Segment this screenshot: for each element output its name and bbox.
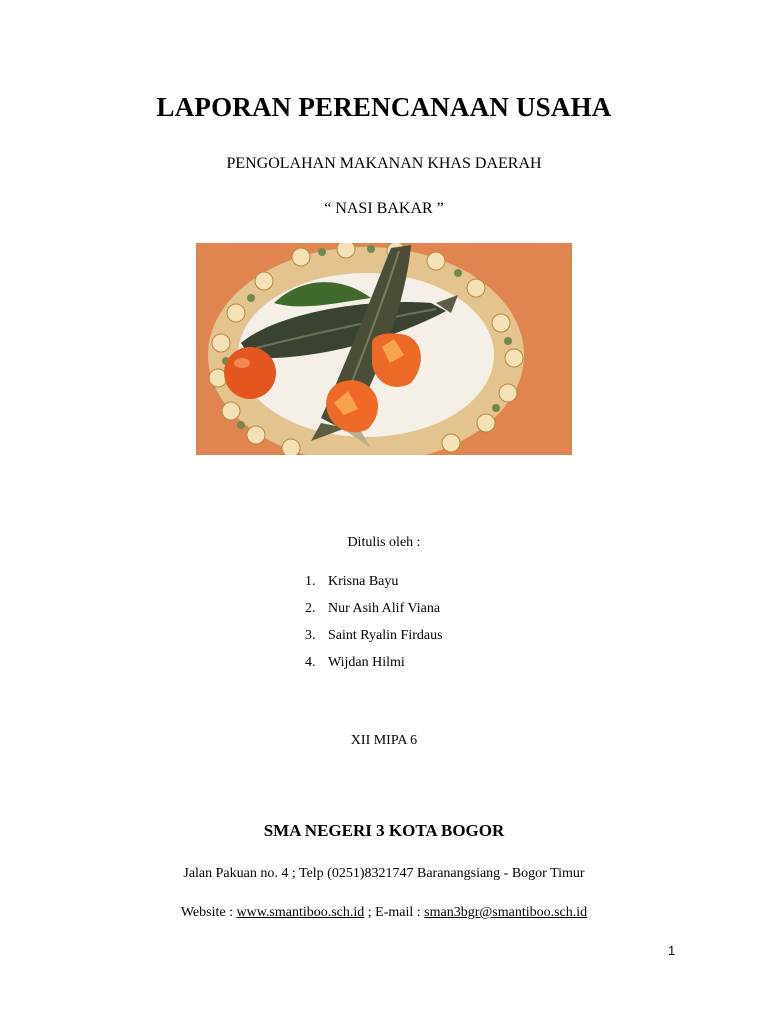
class-name: XII MIPA 6 [350, 733, 418, 748]
author-number: 3. [305, 628, 316, 643]
author-name: Wijdan Hilmi [328, 655, 405, 670]
email-link[interactable]: sman3bgr@smantiboo.sch.id [424, 905, 588, 920]
product-name: “ NASI BAKAR ” [324, 200, 444, 217]
author-item [305, 627, 443, 654]
school-name: SMA NEGERI 3 KOTA BOGOR [263, 821, 505, 840]
tomato-slice-2 [372, 333, 421, 386]
report-title: LAPORAN PERENCANAAN USAHA [156, 92, 612, 122]
author-number: 2. [305, 601, 316, 616]
website-label: Website : [180, 905, 233, 920]
report-subtitle: PENGOLAHAN MAKANAN KHAS DAERAH [226, 155, 542, 172]
author-name: Nur Asih Alif Viana [328, 601, 441, 616]
email-label: ; E-mail : [367, 905, 421, 920]
author-item [305, 654, 443, 681]
page-number: 1 [668, 943, 676, 958]
tomato-whole [224, 347, 276, 399]
author-list [305, 573, 443, 681]
website-link[interactable]: www.smantiboo.sch.id [236, 905, 365, 920]
contact-line [0, 905, 768, 921]
nasi-bakar-photo [196, 243, 572, 455]
school-address: Jalan Pakuan no. 4 ; Telp (0251)8321747 Baranangsiang - Bogor Timur [183, 866, 585, 881]
written-by-label: Ditulis oleh : [347, 535, 421, 550]
author-number: 4. [305, 655, 316, 670]
author-name: Krisna Bayu [328, 574, 399, 589]
author-number: 1. [305, 574, 316, 589]
author-name: Saint Ryalin Firdaus [328, 628, 443, 643]
author-item [305, 573, 443, 600]
author-item [305, 600, 443, 627]
